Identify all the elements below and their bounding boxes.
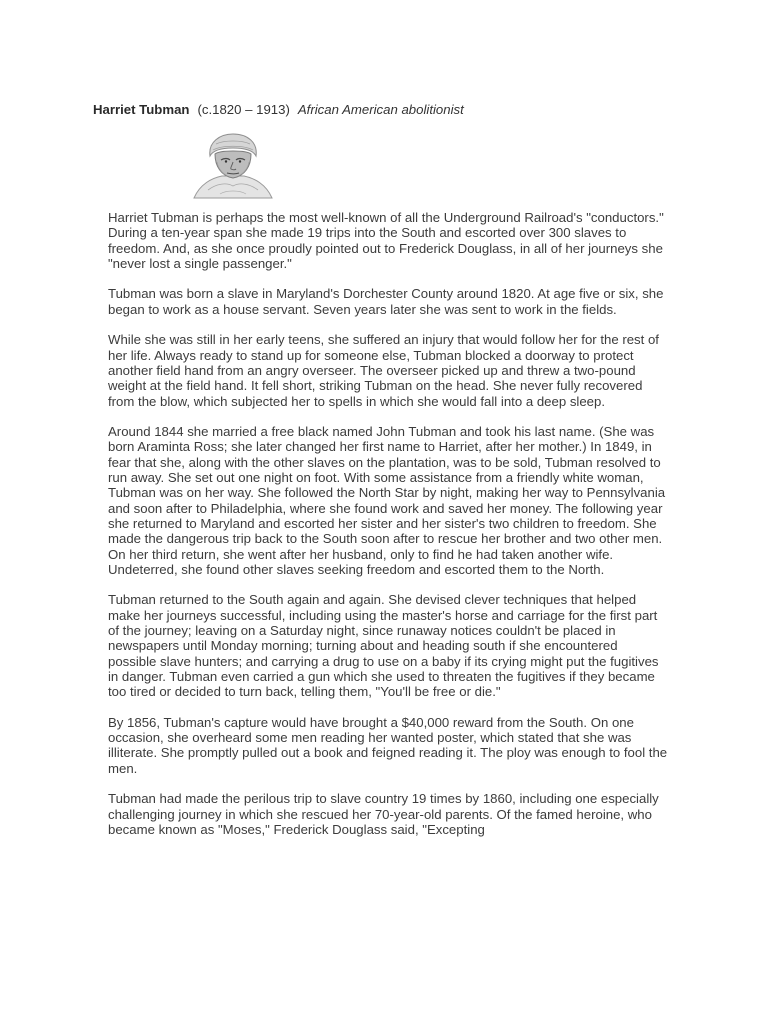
paragraph: Tubman returned to the South again and again. She devised clever techniques that helped make her journeys successful, including using the master's horse and carriage for the first part of the journey; leaving on a Saturday night, since runaway notices couldn't be placed in newspapers until Monday morning; turning about and heading south if she encountered possible slave hunters; and carrying a drug to use on a baby if its crying might put the fugitives in danger. Tubman even carried a gun which she used to threaten the fugitives if they became too tired or decided to turn back, telling them, "You'll be free or die." [108, 592, 659, 700]
article-body [108, 210, 668, 852]
paragraph: Tubman had made the perilous trip to slave country 19 times by 1860, including one especially challenging journey in which she rescued her 70-year-old parents. Of the famed heroine, who became known as "Moses," Frederick Douglass said, "Excepting [108, 791, 659, 837]
paragraph: By 1856, Tubman's capture would have brought a $40,000 reward from the South. On one occasion, she overheard some men reading her wanted poster, which stated that she was illiterate. She promptly pulled out a book and feigned reading it. The ploy was enough to fool the men. [108, 714, 668, 776]
document-heading [93, 102, 464, 118]
paragraph: While she was still in her early teens, she suffered an injury that would follow her for the rest of her life. Always ready to stand up for someone else, Tubman blocked a doorway to protect another field hand from an angry overseer. The overseer picked up and threw a two-pound weight at the field hand. It fell short, striking Tubman on the head. She never fully recovered from the blow, which subjected her to spells in which she would fall into a deep sleep. [108, 332, 659, 409]
subject-role: African American abolitionist [297, 102, 464, 117]
paragraph: Around 1844 she married a free black named John Tubman and took his last name. (She was born Araminta Ross; she later changed her first name to Harriet, after her mother.) In 1849, in fear that she, along with the other slaves on the plantation, was to be sold, Tubman resolved to run away. She set out one night on foot. With some assistance from a friendly white woman, Tubman was on her way. She followed the North Star by night, making her way to Pennsylvania and soon after to Philadelphia, where she found work and saved her money. The following year she returned to Maryland and escorted her sister and her sister's two children to freedom. She made the dangerous trip back to the South soon after to rescue her brother and two other men. On her third return, she went after her husband, only to find he had taken another wife. Undeterred, she found other slaves seeking freedom and escorted them to the North. [108, 424, 666, 577]
subject-dates: (c.1820 – 1913) [197, 102, 290, 117]
portrait-sketch-icon [190, 132, 276, 200]
subject-name: Harriet Tubman [93, 102, 190, 117]
paragraph: Tubman was born a slave in Maryland's Dorchester County around 1820. At age five or six, she began to work as a house servant. Seven years later she was sent to work in the fields. [108, 286, 664, 317]
paragraph: Harriet Tubman is perhaps the most well-known of all the Underground Railroad's "conductors." During a ten-year span she made 19 trips into the South and escorted over 300 slaves to freedom. And, as she once proudly pointed out to Frederick Douglass, in all of her journeys she "never lost a single passenger." [108, 210, 664, 271]
